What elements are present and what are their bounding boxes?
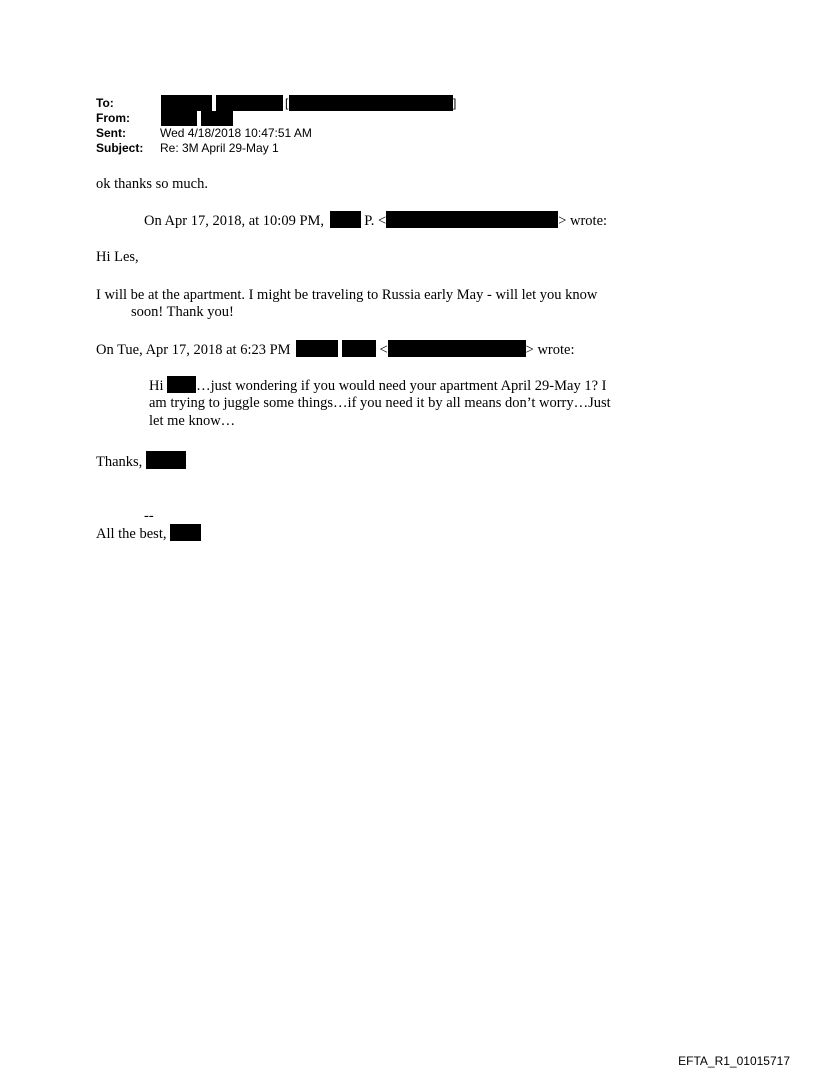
quote2-wrote-text: > wrote: (525, 342, 575, 358)
quote2-header (96, 340, 575, 359)
redaction-from-name-2 (201, 111, 233, 126)
redaction-to-name-2 (216, 95, 283, 111)
subject-value: Re: 3M April 29-May 1 (160, 141, 279, 155)
sent-value: Wed 4/18/2018 10:47:51 AM (160, 126, 312, 140)
inner-line3: let me know… (149, 413, 236, 429)
redaction-to-name-1 (161, 95, 212, 111)
sent-label: Sent: (96, 126, 126, 140)
to-label: To: (96, 96, 114, 110)
redaction-to-email (289, 95, 453, 111)
sent-row (96, 126, 496, 141)
redaction-quote1-email (386, 211, 558, 228)
inner-hi-text: Hi (149, 378, 164, 394)
signature-line (96, 524, 201, 543)
signature-dash: -- (144, 508, 154, 524)
redaction-quote2-email (388, 340, 526, 357)
inner-line1 (149, 376, 606, 395)
redaction-inner-name (167, 376, 196, 393)
inner-line2: am trying to juggle some things…if you need it by all means don’t worry…Just (149, 395, 611, 411)
para1-line2: soon! Thank you! (131, 304, 234, 320)
thanks-text: Thanks, (96, 454, 143, 470)
redaction-quote1-name (330, 211, 361, 228)
quote1-wrote-text: > wrote: (558, 213, 608, 229)
quote2-on-text: On Tue, Apr 17, 2018 at 6:23 PM (96, 342, 291, 358)
subject-row (96, 141, 496, 156)
redaction-thanks-name (146, 451, 186, 469)
reply-line: ok thanks so much. (96, 176, 208, 192)
redaction-from-name-1 (161, 111, 197, 126)
thanks-line (96, 451, 186, 471)
quote1-on-text: On Apr 17, 2018, at 10:09 PM, (144, 213, 325, 229)
inner-line1-text: …just wondering if you would need your apartment April 29-May 1? I (196, 378, 607, 394)
quote1-header (144, 211, 607, 230)
to-bracket-close: ] (453, 96, 457, 110)
to-bracket-open: [ (285, 96, 289, 110)
para1-line1: I will be at the apartment. I might be traveling to Russia early May - will let you know (96, 287, 598, 303)
quote1-initial-text: P. < (364, 213, 387, 229)
redaction-quote2-name-1 (296, 340, 338, 357)
signature-text: All the best, (96, 526, 167, 542)
from-label: From: (96, 111, 130, 125)
from-row (96, 111, 496, 126)
document-id: EFTA_R1_01015717 (678, 1054, 790, 1068)
redaction-quote2-name-2 (342, 340, 376, 357)
redaction-signature-name (170, 524, 201, 541)
subject-label: Subject: (96, 141, 144, 155)
greeting-line: Hi Les, (96, 249, 139, 265)
quote2-lt-text: < (379, 342, 388, 358)
